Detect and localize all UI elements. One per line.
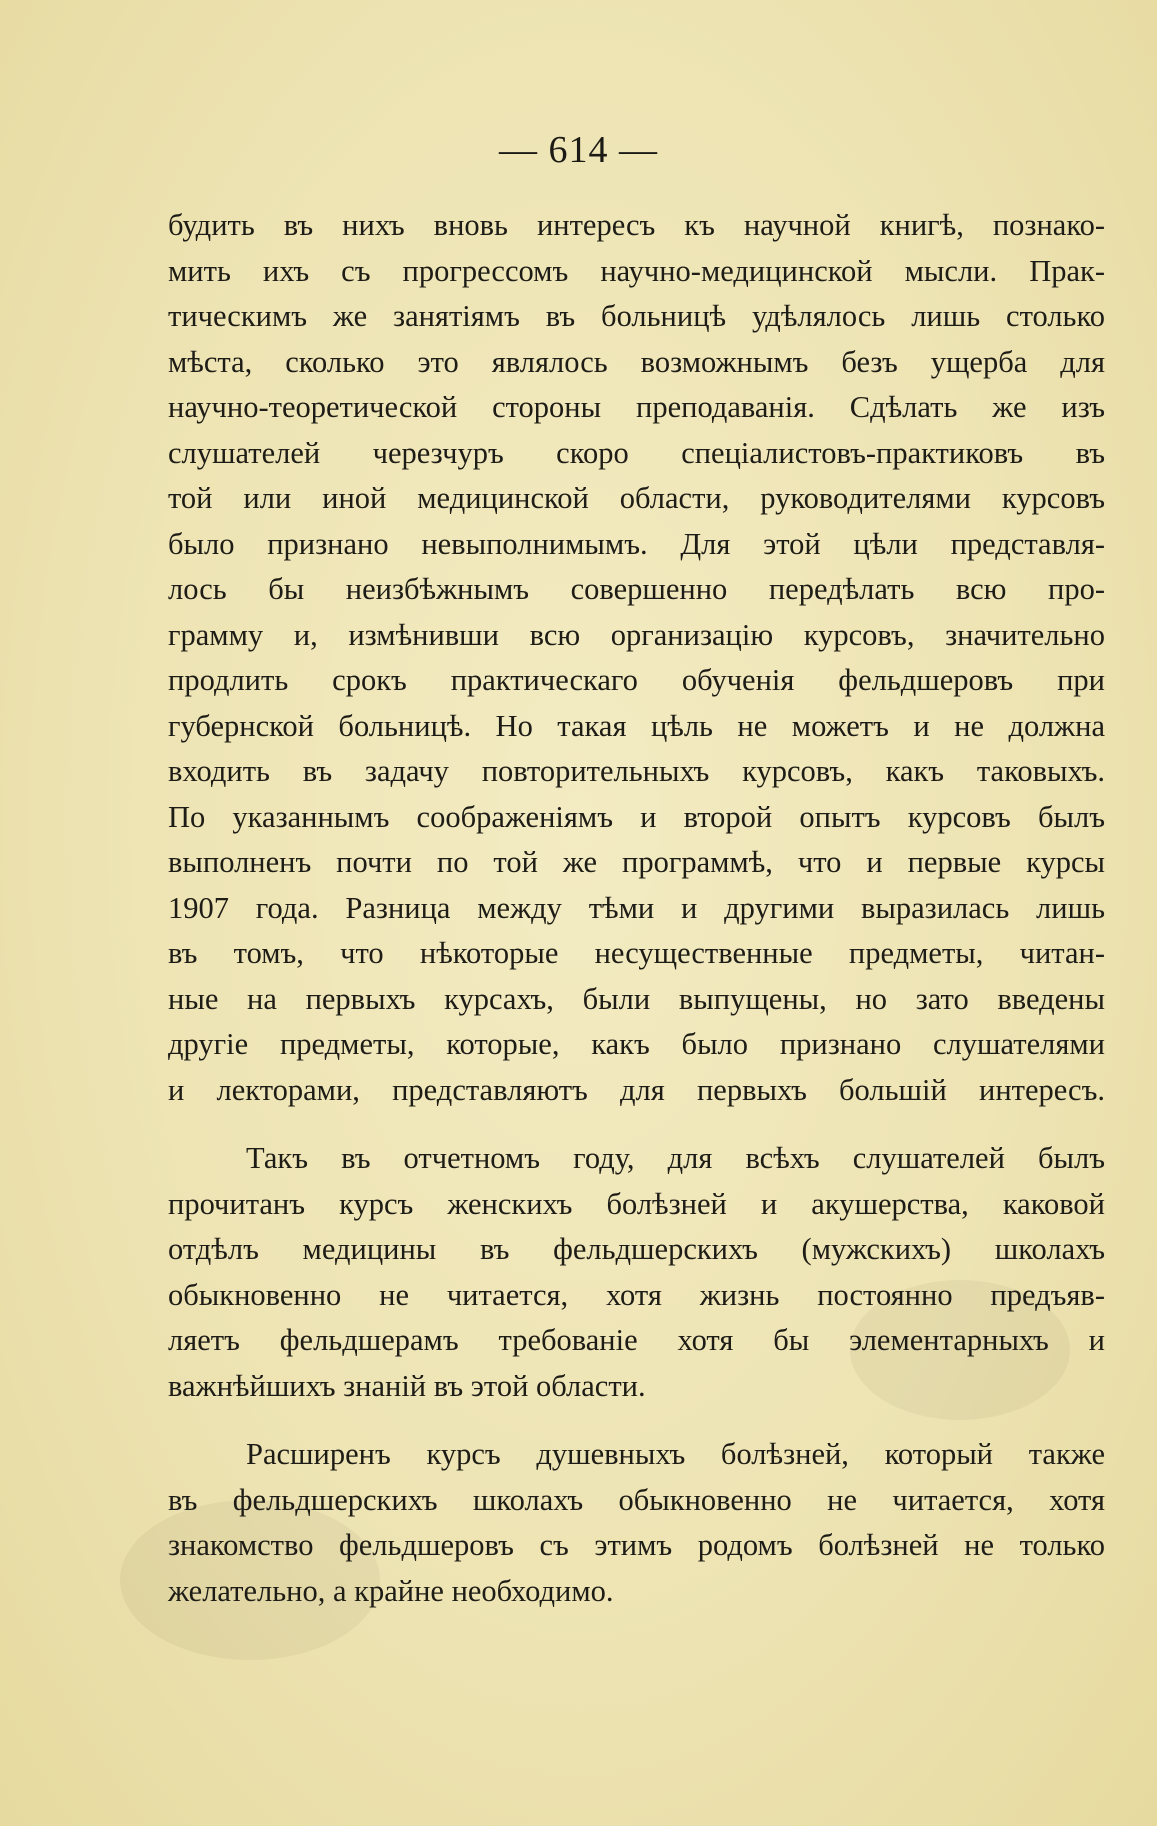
- text-line: ные на первыхъ курсахъ, были выпущены, но зато введены: [168, 981, 1105, 1016]
- text-line: слушателей черезчуръ скоро спецiалистовъ-практиковъ въ: [168, 435, 1105, 470]
- body-text: [168, 203, 1105, 1614]
- text-line: будить въ нихъ вновь интересъ къ научной книгѣ, познако-: [168, 208, 1105, 242]
- text-line: тическимъ же занятiямъ въ больницѣ удѣлялось лишь столько: [168, 299, 1105, 333]
- text-line: въ томъ, что нѣкоторые несущественные предметы, читан-: [168, 936, 1105, 970]
- paragraph-2: [168, 1136, 1105, 1409]
- text-line: выполненъ почти по той же программѣ, что и первые курсы: [168, 845, 1105, 879]
- text-line: отдѣлъ медицины въ фельдшерскихъ (мужскихъ) школахъ: [168, 1232, 1105, 1266]
- text-line: и лекторами, представляютъ для первыхъ большiй интересъ.: [168, 1072, 1105, 1107]
- page-number: — 614 —: [499, 129, 658, 171]
- paragraph-1: [168, 203, 1105, 1113]
- text-line: продлить срокъ практическаго обученiя фельдшеровъ при: [168, 663, 1105, 697]
- text-line: мить ихъ съ прогрессомъ научно-медицинской мысли. Прак-: [168, 253, 1105, 288]
- text-line: важнѣйшихъ знанiй въ этой области.: [168, 1368, 646, 1403]
- text-line: научно-теоретической стороны преподаванiя. Сдѣлать же изъ: [168, 390, 1105, 424]
- text-line: прочитанъ курсъ женскихъ болѣзней и акушерства, каковой: [168, 1186, 1105, 1221]
- text-line: губернской больницѣ. Но такая цѣль не можетъ и не должна: [168, 708, 1105, 743]
- text-line: грамму и, измѣнивши всю организацiю курсовъ, значительно: [168, 617, 1105, 652]
- text-line: той или иной медицинской области, руководителями курсовъ: [168, 481, 1105, 515]
- text-line: обыкновенно не читается, хотя жизнь постоянно предъяв-: [168, 1277, 1105, 1312]
- text-line: Такъ въ отчетномъ году, для всѣхъ слушателей былъ: [246, 1141, 1105, 1175]
- text-line: знакомство фельдшеровъ съ этимъ родомъ болѣзней не только: [168, 1528, 1105, 1562]
- paragraph-3: [168, 1432, 1105, 1614]
- text-line: входить въ задачу повторительныхъ курсовъ, какъ таковыхъ.: [168, 754, 1105, 788]
- text-line: По указаннымъ соображенiямъ и второй опытъ курсовъ былъ: [168, 799, 1105, 834]
- text-line: въ фельдшерскихъ школахъ обыкновенно не читается, хотя: [168, 1482, 1105, 1517]
- text-line: ляетъ фельдшерамъ требованiе хотя бы элементарныхъ и: [168, 1323, 1105, 1357]
- text-line: Расширенъ курсъ душевныхъ болѣзней, который также: [246, 1437, 1105, 1471]
- text-line: желательно, а крайне необходимо.: [168, 1573, 614, 1608]
- text-line: 1907 года. Разница между тѣми и другими выразилась лишь: [168, 890, 1105, 925]
- text-line: другiе предметы, которые, какъ было признано слушателями: [168, 1027, 1105, 1061]
- text-line: лось бы неизбѣжнымъ совершенно передѣлать всю про-: [168, 572, 1105, 606]
- text-line: мѣста, сколько это являлось возможнымъ безъ ущерба для: [168, 344, 1105, 379]
- text-line: было признано невыполнимымъ. Для этой цѣли представля-: [168, 526, 1105, 561]
